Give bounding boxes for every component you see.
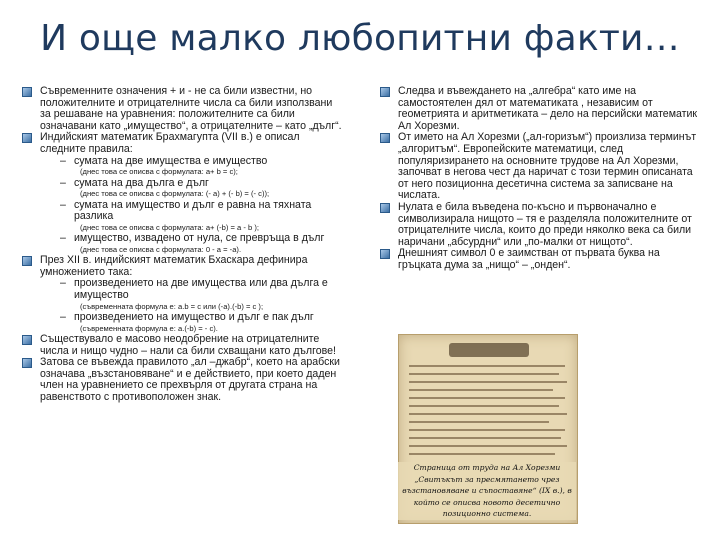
manuscript-line <box>409 429 565 431</box>
dash-icon: – <box>60 176 66 189</box>
bullet-text: Затова се въвежда правилото „ал –джабр“, което на арабски означава „възстановяване“ и е действието, при което даден член на уравнението се прехвърля от другата страна на равенството с противоположен знак. <box>40 356 340 403</box>
manuscript-heading-graphic <box>449 343 529 357</box>
formula-note: (днес това се описва с формулата: a+ b = c); <box>80 167 238 177</box>
manuscript-line <box>409 381 567 383</box>
square-bullet-icon <box>22 133 32 143</box>
dash-icon: – <box>60 198 66 211</box>
bullet-text: Съвременните означения + и - не са били известни, но положителните и отрицателните числа са били използвани за решаване на уравнения: положителните са били означавани като „имущество“, а отрицателните – като „дълг“. <box>40 85 342 132</box>
page-title: И още малко любопитни факти… <box>40 18 680 59</box>
list-item <box>22 132 344 155</box>
manuscript-line <box>409 389 553 391</box>
bullet-text: През XII в. индийският математик Бхаскара дефинира умножението така: <box>40 254 308 278</box>
formula-note: (днес това се описва с формулата: a+ (-b) = a - b ); <box>80 222 260 232</box>
square-bullet-icon <box>22 256 32 266</box>
formula-note: (съвременната формула е: a.b = c или (-a).(-b) = c ); <box>80 301 264 311</box>
list-item <box>22 357 344 403</box>
list-item <box>380 132 706 202</box>
sub-item <box>22 278 344 301</box>
bullet-text: Днешният символ 0 е заимстван от първата буква на гръцката дума за „нищо“ – „онден“. <box>398 247 660 271</box>
square-bullet-icon <box>380 133 390 143</box>
manuscript-line <box>409 397 565 399</box>
dash-icon: – <box>60 154 66 167</box>
sub-text: сумата на две имущества е имущество <box>74 154 268 167</box>
formula-note: (съвременната формула е: a.(-b) = - c). <box>80 323 218 333</box>
square-bullet-icon <box>22 358 32 368</box>
manuscript-line <box>409 421 549 423</box>
formula-note: (днес това се описва с формулата: 0 - a = -a). <box>80 244 242 254</box>
list-item <box>380 86 706 132</box>
list-item <box>22 86 344 132</box>
square-bullet-icon <box>380 203 390 213</box>
manuscript-line <box>409 413 567 415</box>
list-item <box>22 334 344 357</box>
bullet-text: Следва и въвеждането на „алгебра“ като име на самостоятелен дял от математиката , независим от геометрията и аритметиката – дело на персийски математик Ал Хорезми. <box>398 85 698 132</box>
sub-item <box>22 233 344 245</box>
list-item <box>22 255 344 278</box>
sub-text: сумата на имущество и дълг е равна на тяхната разлика <box>74 198 312 223</box>
square-bullet-icon <box>22 335 32 345</box>
list-item <box>380 202 706 248</box>
sub-item <box>22 312 344 324</box>
left-column <box>22 86 344 404</box>
manuscript-line <box>409 437 561 439</box>
formula-note: (днес това се описва с формулата: (- a) + (- b) = (- c)); <box>80 189 270 199</box>
square-bullet-icon <box>380 87 390 97</box>
bullet-text: Нулата е била въведена по-късно и първоначално е символизирала нищото – тя е разделяла положителните от отрицателните числа, които до преди няколко века са били наричани „абсурдни“ или „по-малки от нищото“. <box>398 200 692 248</box>
square-bullet-icon <box>380 249 390 259</box>
sub-item <box>22 156 344 168</box>
sub-text: произведението на имущество и дълг е пак дълг <box>74 310 314 323</box>
list-item <box>380 248 706 271</box>
bullet-text: От името на Ал Хорезми („ал-горизъм“) произлиза терминът „алгоритъм“. Европейските математици, след популяризирането на основните трудове на Ал Хорезми, започват в негова чест да наричат с този термин описаната от него позиционна десетична система за записване на числата. <box>398 131 697 202</box>
sub-text: произведението на две имущества или два дълга е имущество <box>74 277 328 301</box>
square-bullet-icon <box>22 87 32 97</box>
sub-text: сумата на два дълга е дълг <box>74 176 209 189</box>
dash-icon: – <box>60 277 66 290</box>
manuscript-line <box>409 373 559 375</box>
bullet-text: Съществувало е масово неодобрение на отрицателните числа и нищо чудно – нали са били схващани като дългове! <box>40 332 336 357</box>
manuscript-line <box>409 445 567 447</box>
sub-text: имущество, извадено от нула, се превръща в дълг <box>74 232 325 245</box>
dash-icon: – <box>60 232 66 245</box>
right-column <box>380 86 706 272</box>
manuscript-line <box>409 453 555 455</box>
sub-item <box>22 200 344 223</box>
manuscript-line <box>409 365 565 367</box>
manuscript-line <box>409 405 559 407</box>
sub-item <box>22 178 344 190</box>
bullet-text: Индийският математик Брахмагупта (VII в.) е описал следните правила: <box>40 131 300 155</box>
image-caption: Страница от труда на Ал Хорезми „Свитъкът за пресмятането чрез възстановяване и съпоставяне“ (IX в.), в който се описва новото десетично позиционно система. <box>398 462 576 520</box>
dash-icon: – <box>60 310 66 323</box>
